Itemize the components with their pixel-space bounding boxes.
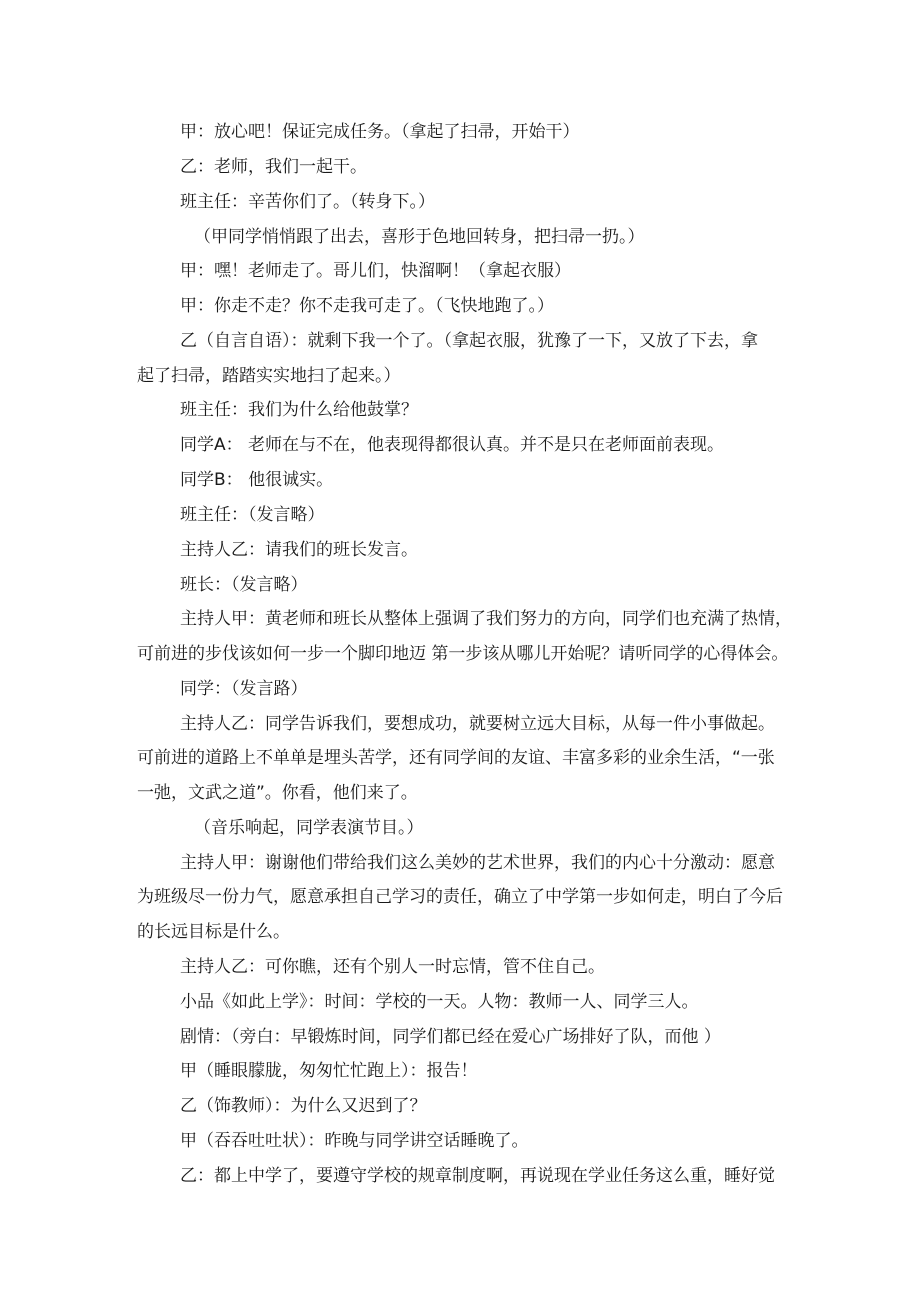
text-line: 乙：都上中学了，要遵守学校的规章制度啊，再说现在学业任务这么重，睡好觉 xyxy=(180,1166,775,1186)
text-line: 班主任：（发言略） xyxy=(180,505,325,525)
text-line: 主持人乙：同学告诉我们，要想成功，就要树立远大目标，从每一件小事做起。 xyxy=(180,714,775,734)
text-line: 甲：你走不走？你不走我可走了。（飞快地跑了。） xyxy=(180,296,554,316)
text-line: 同学：（发言路） xyxy=(180,679,308,699)
text-line: 可前进的道路上不单单是埋头苦学，还有同学间的友谊、丰富多彩的业余生活，“一张 xyxy=(137,748,775,768)
text-line: 乙：老师，我们一起干。 xyxy=(180,157,367,177)
text-line: 起了扫帚，踏踏实实地扫了起来。） xyxy=(137,366,401,386)
text-line: 一弛，文武之道”。你看，他们来了。 xyxy=(137,783,418,803)
text-line: 乙（自言自语）：就剩下我一个了。（拿起衣服，犹豫了一下，又放了下去，拿 xyxy=(180,331,758,351)
text-line: 同学A： 老师在与不在，他表现得都很认真。并不是只在老师面前表现。 xyxy=(180,435,725,455)
text-line: （甲同学悄悄跟了出去，喜形于色地回转身，把扫帚一扔。） xyxy=(194,227,645,247)
text-line: 主持人甲：黄老师和班长从整体上强调了我们努力的方向，同学们也充满了热情， xyxy=(180,609,792,629)
text-line: 剧情：（旁白：早锻炼时间，同学们都已经在爱心广场排好了队，而他 ） xyxy=(180,1027,721,1047)
text-line: 主持人乙：可你瞧，还有个别人一时忘情，管不住自己。 xyxy=(180,957,605,977)
text-line: 甲：放心吧！保证完成任务。（拿起了扫帚，开始干） xyxy=(180,122,580,142)
text-line: 可前进的步伐该如何一步一个脚印地迈 第一步该从哪儿开始呢？请听同学的心得体会。 xyxy=(137,644,789,664)
text-line: 甲：嘿！老师走了。哥儿们，快溜啊！（拿起衣服） xyxy=(180,261,571,281)
text-line: 为班级尽一份力气，愿意承担自己学习的责任，确立了中学第一步如何走，明白了今后 xyxy=(137,887,783,907)
text-line: （音乐响起，同学表演节目。） xyxy=(194,818,424,838)
text-line: 同学B： 他很诚实。 xyxy=(180,470,334,490)
text-line: 班主任：我们为什么给他鼓掌？ xyxy=(180,400,418,420)
text-line: 甲（睡眼朦胧，匆匆忙忙跑上）：报告！ xyxy=(180,1061,478,1081)
text-line: 主持人乙：请我们的班长发言。 xyxy=(180,540,418,560)
text-line: 甲（吞吞吐吐状）：昨晚与同学讲空话睡晚了。 xyxy=(180,1131,529,1151)
text-line: 班长：（发言略） xyxy=(180,575,308,595)
text-line: 班主任：辛苦你们了。（转身下。） xyxy=(180,192,435,212)
text-line: 主持人甲：谢谢他们带给我们这么美妙的艺术世界，我们的内心十分激动：愿意 xyxy=(180,853,775,873)
text-line: 的长远目标是什么。 xyxy=(137,922,290,942)
text-line: 乙（饰教师）：为什么又迟到了？ xyxy=(180,1096,427,1116)
text-line: 小品《如此上学》：时间：学校的一天。人物：教师一人、同学三人。 xyxy=(180,992,699,1012)
